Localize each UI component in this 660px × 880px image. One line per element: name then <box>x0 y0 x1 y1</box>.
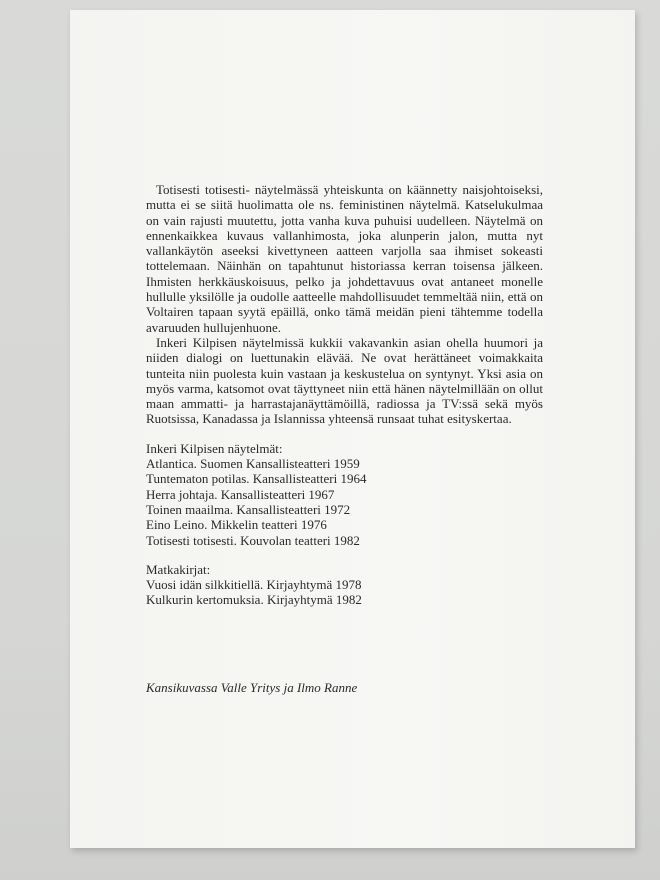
plays-list <box>146 441 543 548</box>
travel-item: Vuosi idän silkkitiellä. Kirjayhtymä 1978 <box>146 577 362 593</box>
cover-credit: Kansikuvassa Valle Yritys ja Ilmo Ranne <box>146 680 358 695</box>
travel-books-list <box>146 562 543 608</box>
play-item: Herra johtaja. Kansallisteatteri 1967 <box>146 486 335 502</box>
play-item: Totisesti totisesti. Kouvolan teatteri 1982 <box>146 532 360 548</box>
play-item: Tuntematon potilas. Kansallisteatteri 1964 <box>146 471 367 487</box>
description-paragraph-1: Totisesti totisesti- näytelmässä yhteiskunta on käännetty naisjohtoiseksi, mutta ei se siitä huolimatta ole ns. feministinen näytelmä. Katselukulmaa on vain rajusti muutettu, jotta vanha kuva puhuisi uudelleen. Näytelmä on ennenkaikkea kuvaus vallanhimosta, joka alunperin jalon, mutta nyt vallankäytön aseeksi kivettyneen aatteen varjolla saa ihmiset sokeasti tottelemaan. Näinhän on tapahtunut historiassa kerran toisensa jälkeen. Ihmisten herkkäuskoisuus, pelko ja johdettavuus ovat antaneet monelle hullulle yksilölle ja oudolle aatteelle mahdollisuudet temmeltää niin, että on Voltairen tapaan syytä epäillä, onko tämä meidän pieni tähtemme todella avaruuden hullujenhuone. <box>146 182 543 335</box>
travel-item: Kulkurin kertomuksia. Kirjayhtymä 1982 <box>146 592 362 608</box>
play-item: Toinen maailma. Kansallisteatteri 1972 <box>146 501 351 517</box>
plays-heading: Inkeri Kilpisen näytelmät: <box>146 440 283 456</box>
play-item: Eino Leino. Mikkelin teatteri 1976 <box>146 517 327 533</box>
description-paragraph-2: Inkeri Kilpisen näytelmissä kukkii vakavankin asian ohella huumori ja niiden dialogi on luettunakin elävää. Ne ovat herättäneet voimakkaita tunteita niin puolesta kuin vastaan ja keskustelua on syntynyt. Yksi asia on myös varma, katsomot ovat täyttyneet niin että hänen näytelmillään on ollut maan ammatti- ja harrastajanäyttämöillä, radiossa ja TV:ssä sekä myös Ruotsissa, Kanadassa ja Islannissa yhteensä runsaat tuhat esityskertaa. <box>146 334 543 427</box>
book-back-cover <box>70 10 635 848</box>
play-item: Atlantica. Suomen Kansallisteatteri 1959 <box>146 456 360 472</box>
travel-heading: Matkakirjat: <box>146 561 211 577</box>
cover-text <box>146 182 543 608</box>
